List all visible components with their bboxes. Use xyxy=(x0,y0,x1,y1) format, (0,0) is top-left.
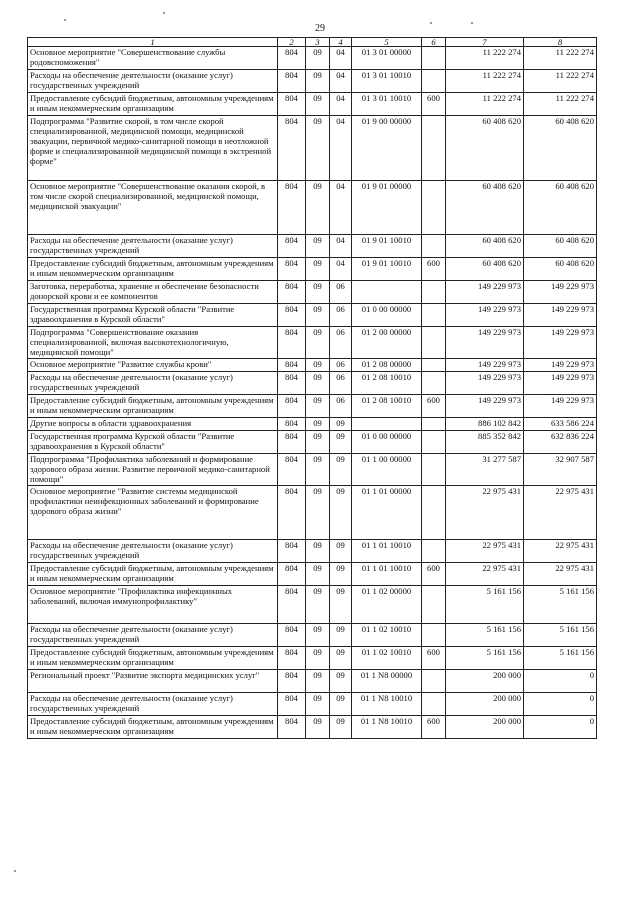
cell-sum2: 5 161 156 xyxy=(524,623,597,646)
table-row xyxy=(28,623,597,646)
cell-sum2: 0 xyxy=(524,669,597,692)
cell-sum2: 32 907 587 xyxy=(524,453,597,485)
cell-pr: 09 xyxy=(330,562,352,585)
table-row xyxy=(28,327,597,359)
cell-vr xyxy=(422,116,446,181)
cell-sum1: 5 161 156 xyxy=(446,623,524,646)
cell-name: Расходы на обеспечение деятельности (оказание услуг) государственных учреждений xyxy=(28,70,278,93)
cell-glv: 804 xyxy=(278,623,306,646)
cell-name: Подпрограмма "Профилактика заболеваний и формирование здорового образа жизни. Развитие первичной медико-санитарной помощи" xyxy=(28,453,278,485)
col-header-name: 1 xyxy=(28,38,278,47)
cell-csr: 01 9 01 10010 xyxy=(352,258,422,281)
cell-sum1: 200 000 xyxy=(446,692,524,715)
cell-csr: 01 2 08 00000 xyxy=(352,358,422,371)
cell-sum1: 60 408 620 xyxy=(446,181,524,235)
cell-name: Расходы на обеспечение деятельности (оказание услуг) государственных учреждений xyxy=(28,692,278,715)
cell-vr xyxy=(422,235,446,258)
cell-glv: 804 xyxy=(278,485,306,539)
cell-csr: 01 1 N8 10010 xyxy=(352,692,422,715)
cell-name: Основное мероприятие "Развитие службы крови" xyxy=(28,358,278,371)
table-row xyxy=(28,485,597,539)
cell-name: Основное мероприятие "Развитие системы медицинской профилактики неинфекционных заболеваний и формирование здорового образа жизни" xyxy=(28,485,278,539)
cell-sum2: 11 222 274 xyxy=(524,47,597,70)
cell-csr xyxy=(352,281,422,304)
cell-vr xyxy=(422,692,446,715)
budget-table xyxy=(27,37,597,739)
cell-sum1: 22 975 431 xyxy=(446,539,524,562)
cell-sum2: 11 222 274 xyxy=(524,70,597,93)
cell-pr: 09 xyxy=(330,430,352,453)
cell-pr: 06 xyxy=(330,371,352,394)
cell-pr: 06 xyxy=(330,304,352,327)
cell-csr: 01 1 N8 00000 xyxy=(352,669,422,692)
cell-rz: 09 xyxy=(306,623,330,646)
cell-pr: 06 xyxy=(330,394,352,417)
cell-csr: 01 3 01 10010 xyxy=(352,93,422,116)
cell-rz: 09 xyxy=(306,430,330,453)
cell-glv: 804 xyxy=(278,70,306,93)
cell-glv: 804 xyxy=(278,358,306,371)
cell-csr: 01 9 01 10010 xyxy=(352,235,422,258)
cell-sum1: 149 229 973 xyxy=(446,358,524,371)
cell-name: Подпрограмма "Совершенствование оказания специализированной, включая высокотехнологичную, медицинской помощи" xyxy=(28,327,278,359)
table-row xyxy=(28,371,597,394)
cell-sum2: 149 229 973 xyxy=(524,304,597,327)
cell-rz: 09 xyxy=(306,562,330,585)
cell-glv: 804 xyxy=(278,715,306,738)
cell-glv: 804 xyxy=(278,181,306,235)
cell-vr: 600 xyxy=(422,562,446,585)
cell-name: Государственная программа Курской области "Развитие здравоохранения в Курской области" xyxy=(28,304,278,327)
cell-glv: 804 xyxy=(278,47,306,70)
cell-csr: 01 1 00 00000 xyxy=(352,453,422,485)
cell-sum1: 200 000 xyxy=(446,669,524,692)
cell-name: Расходы на обеспечение деятельности (оказание услуг) государственных учреждений xyxy=(28,539,278,562)
cell-vr xyxy=(422,281,446,304)
cell-sum2: 149 229 973 xyxy=(524,281,597,304)
cell-rz: 09 xyxy=(306,235,330,258)
cell-sum2: 149 229 973 xyxy=(524,327,597,359)
column-header-row xyxy=(28,38,597,47)
cell-pr: 04 xyxy=(330,258,352,281)
cell-vr xyxy=(422,417,446,430)
cell-sum1: 22 975 431 xyxy=(446,562,524,585)
cell-sum1: 886 102 842 xyxy=(446,417,524,430)
cell-rz: 09 xyxy=(306,93,330,116)
table-row xyxy=(28,394,597,417)
table-row xyxy=(28,281,597,304)
cell-sum1: 5 161 156 xyxy=(446,646,524,669)
page-number: 29 xyxy=(315,23,325,34)
cell-rz: 09 xyxy=(306,304,330,327)
cell-rz: 09 xyxy=(306,181,330,235)
cell-sum2: 633 586 224 xyxy=(524,417,597,430)
cell-csr: 01 3 01 00000 xyxy=(352,47,422,70)
cell-pr: 09 xyxy=(330,669,352,692)
table-row xyxy=(28,47,597,70)
cell-name: Расходы на обеспечение деятельности (оказание услуг) государственных учреждений xyxy=(28,623,278,646)
col-header-vr: 6 xyxy=(422,38,446,47)
cell-name: Основное мероприятие "Совершенствование службы родовспоможения" xyxy=(28,47,278,70)
table-row xyxy=(28,181,597,235)
cell-sum2: 60 408 620 xyxy=(524,235,597,258)
cell-sum2: 149 229 973 xyxy=(524,371,597,394)
cell-pr: 09 xyxy=(330,585,352,623)
cell-sum2: 22 975 431 xyxy=(524,485,597,539)
cell-glv: 804 xyxy=(278,258,306,281)
cell-rz: 09 xyxy=(306,417,330,430)
cell-rz: 09 xyxy=(306,327,330,359)
table-row xyxy=(28,669,597,692)
cell-pr: 09 xyxy=(330,485,352,539)
cell-sum2: 60 408 620 xyxy=(524,258,597,281)
cell-pr: 04 xyxy=(330,116,352,181)
cell-vr: 600 xyxy=(422,646,446,669)
cell-glv: 804 xyxy=(278,235,306,258)
cell-sum2: 5 161 156 xyxy=(524,646,597,669)
table-row xyxy=(28,93,597,116)
cell-rz: 09 xyxy=(306,371,330,394)
cell-sum1: 149 229 973 xyxy=(446,327,524,359)
cell-sum1: 200 000 xyxy=(446,715,524,738)
table-row xyxy=(28,70,597,93)
cell-sum2: 22 975 431 xyxy=(524,539,597,562)
cell-sum2: 22 975 431 xyxy=(524,562,597,585)
cell-name: Региональный проект "Развитие экспорта медицинских услуг" xyxy=(28,669,278,692)
cell-name: Предоставление субсидий бюджетным, автономным учреждениям и иным некоммерческим организациям xyxy=(28,646,278,669)
col-header-glv: 2 xyxy=(278,38,306,47)
cell-rz: 09 xyxy=(306,453,330,485)
scan-speck xyxy=(430,22,432,24)
cell-sum2: 149 229 973 xyxy=(524,358,597,371)
cell-sum1: 5 161 156 xyxy=(446,585,524,623)
cell-glv: 804 xyxy=(278,116,306,181)
cell-sum1: 149 229 973 xyxy=(446,371,524,394)
cell-pr: 04 xyxy=(330,70,352,93)
cell-csr: 01 2 08 10010 xyxy=(352,394,422,417)
cell-sum2: 0 xyxy=(524,692,597,715)
cell-pr: 06 xyxy=(330,281,352,304)
cell-vr xyxy=(422,371,446,394)
cell-pr: 06 xyxy=(330,358,352,371)
cell-pr: 09 xyxy=(330,715,352,738)
cell-csr xyxy=(352,417,422,430)
cell-vr xyxy=(422,70,446,93)
table-row xyxy=(28,585,597,623)
cell-sum2: 0 xyxy=(524,715,597,738)
cell-name: Расходы на обеспечение деятельности (оказание услуг) государственных учреждений xyxy=(28,235,278,258)
col-header-sum2: 8 xyxy=(524,38,597,47)
cell-rz: 09 xyxy=(306,70,330,93)
cell-glv: 804 xyxy=(278,562,306,585)
table-row xyxy=(28,116,597,181)
cell-name: Основное мероприятие "Совершенствование оказания скорой, в том числе скорой специализированной, медицинской помощи, медицинской эвакуации" xyxy=(28,181,278,235)
cell-rz: 09 xyxy=(306,485,330,539)
cell-rz: 09 xyxy=(306,646,330,669)
cell-vr xyxy=(422,585,446,623)
cell-vr xyxy=(422,358,446,371)
cell-sum1: 22 975 431 xyxy=(446,485,524,539)
cell-rz: 09 xyxy=(306,47,330,70)
cell-sum1: 149 229 973 xyxy=(446,304,524,327)
cell-csr: 01 1 01 10010 xyxy=(352,562,422,585)
cell-sum2: 60 408 620 xyxy=(524,116,597,181)
cell-rz: 09 xyxy=(306,692,330,715)
cell-pr: 09 xyxy=(330,539,352,562)
cell-pr: 04 xyxy=(330,93,352,116)
cell-rz: 09 xyxy=(306,394,330,417)
cell-sum1: 885 352 842 xyxy=(446,430,524,453)
cell-name: Государственная программа Курской области "Развитие здравоохранения в Курской области" xyxy=(28,430,278,453)
cell-name: Заготовка, переработка, хранение и обеспечение безопасности донорской крови и ее компонентов xyxy=(28,281,278,304)
cell-glv: 804 xyxy=(278,371,306,394)
cell-csr: 01 3 01 10010 xyxy=(352,70,422,93)
cell-csr: 01 0 00 00000 xyxy=(352,304,422,327)
cell-csr: 01 9 01 00000 xyxy=(352,181,422,235)
cell-name: Другие вопросы в области здравоохранения xyxy=(28,417,278,430)
table-row xyxy=(28,715,597,738)
cell-name: Предоставление субсидий бюджетным, автономным учреждениям и иным некоммерческим организациям xyxy=(28,715,278,738)
cell-vr: 600 xyxy=(422,258,446,281)
cell-name: Расходы на обеспечение деятельности (оказание услуг) государственных учреждений xyxy=(28,371,278,394)
cell-csr: 01 1 02 10010 xyxy=(352,646,422,669)
scan-speck xyxy=(14,870,16,872)
cell-sum2: 632 836 224 xyxy=(524,430,597,453)
cell-name: Подпрограмма "Развитие скорой, в том числе скорой специализированной, медицинской помощи, медицинской эвакуации, первичной медико-санитарной помощи в неотложной форме и специализированной медицинской помощи в экстренной форме" xyxy=(28,116,278,181)
cell-pr: 09 xyxy=(330,692,352,715)
table-row xyxy=(28,235,597,258)
cell-csr: 01 9 00 00000 xyxy=(352,116,422,181)
cell-pr: 09 xyxy=(330,417,352,430)
col-header-sum1: 7 xyxy=(446,38,524,47)
cell-csr: 01 1 01 00000 xyxy=(352,485,422,539)
cell-vr: 600 xyxy=(422,93,446,116)
cell-glv: 804 xyxy=(278,93,306,116)
table-row xyxy=(28,562,597,585)
cell-vr xyxy=(422,453,446,485)
table-row xyxy=(28,453,597,485)
cell-vr: 600 xyxy=(422,394,446,417)
cell-vr xyxy=(422,47,446,70)
table-row xyxy=(28,539,597,562)
cell-glv: 804 xyxy=(278,327,306,359)
cell-rz: 09 xyxy=(306,258,330,281)
scan-speck xyxy=(471,22,473,24)
cell-glv: 804 xyxy=(278,394,306,417)
table-row xyxy=(28,646,597,669)
cell-sum2: 60 408 620 xyxy=(524,181,597,235)
cell-name: Предоставление субсидий бюджетным, автономным учреждениям и иным некоммерческим организациям xyxy=(28,93,278,116)
cell-glv: 804 xyxy=(278,430,306,453)
cell-vr xyxy=(422,669,446,692)
cell-name: Основное мероприятие "Профилактика инфекционных заболеваний, включая иммунопрофилактику" xyxy=(28,585,278,623)
cell-sum2: 5 161 156 xyxy=(524,585,597,623)
cell-csr: 01 1 N8 10010 xyxy=(352,715,422,738)
cell-rz: 09 xyxy=(306,715,330,738)
cell-pr: 04 xyxy=(330,181,352,235)
cell-glv: 804 xyxy=(278,453,306,485)
cell-pr: 04 xyxy=(330,235,352,258)
cell-vr xyxy=(422,327,446,359)
table-row xyxy=(28,304,597,327)
cell-pr: 04 xyxy=(330,47,352,70)
cell-vr xyxy=(422,304,446,327)
cell-vr xyxy=(422,485,446,539)
cell-pr: 09 xyxy=(330,453,352,485)
cell-rz: 09 xyxy=(306,281,330,304)
cell-glv: 804 xyxy=(278,692,306,715)
cell-sum1: 149 229 973 xyxy=(446,394,524,417)
col-header-pr: 4 xyxy=(330,38,352,47)
cell-glv: 804 xyxy=(278,304,306,327)
cell-pr: 09 xyxy=(330,623,352,646)
cell-glv: 804 xyxy=(278,646,306,669)
scan-speck xyxy=(163,12,165,14)
cell-name: Предоставление субсидий бюджетным, автономным учреждениям и иным некоммерческим организациям xyxy=(28,562,278,585)
cell-csr: 01 1 02 00000 xyxy=(352,585,422,623)
cell-vr xyxy=(422,181,446,235)
cell-csr: 01 1 02 10010 xyxy=(352,623,422,646)
cell-rz: 09 xyxy=(306,585,330,623)
cell-vr: 600 xyxy=(422,715,446,738)
table-row xyxy=(28,430,597,453)
cell-pr: 06 xyxy=(330,327,352,359)
cell-rz: 09 xyxy=(306,669,330,692)
cell-sum1: 11 222 274 xyxy=(446,93,524,116)
cell-sum1: 31 277 587 xyxy=(446,453,524,485)
scan-speck xyxy=(64,19,66,21)
cell-sum1: 11 222 274 xyxy=(446,47,524,70)
cell-sum1: 60 408 620 xyxy=(446,116,524,181)
cell-vr xyxy=(422,539,446,562)
cell-glv: 804 xyxy=(278,585,306,623)
cell-sum2: 149 229 973 xyxy=(524,394,597,417)
cell-sum1: 60 408 620 xyxy=(446,258,524,281)
cell-vr xyxy=(422,623,446,646)
cell-pr: 09 xyxy=(330,646,352,669)
cell-sum1: 11 222 274 xyxy=(446,70,524,93)
cell-glv: 804 xyxy=(278,281,306,304)
cell-name: Предоставление субсидий бюджетным, автономным учреждениям и иным некоммерческим организациям xyxy=(28,394,278,417)
table-row xyxy=(28,258,597,281)
table-body xyxy=(28,47,597,739)
cell-csr: 01 1 01 10010 xyxy=(352,539,422,562)
cell-rz: 09 xyxy=(306,358,330,371)
cell-glv: 804 xyxy=(278,417,306,430)
cell-glv: 804 xyxy=(278,669,306,692)
col-header-csr: 5 xyxy=(352,38,422,47)
col-header-rz: 3 xyxy=(306,38,330,47)
cell-csr: 01 0 00 00000 xyxy=(352,430,422,453)
table-row xyxy=(28,417,597,430)
cell-rz: 09 xyxy=(306,539,330,562)
cell-sum1: 149 229 973 xyxy=(446,281,524,304)
cell-rz: 09 xyxy=(306,116,330,181)
cell-sum2: 11 222 274 xyxy=(524,93,597,116)
cell-name: Предоставление субсидий бюджетным, автономным учреждениям и иным некоммерческим организациям xyxy=(28,258,278,281)
table-row xyxy=(28,692,597,715)
cell-sum1: 60 408 620 xyxy=(446,235,524,258)
cell-vr xyxy=(422,430,446,453)
cell-csr: 01 2 08 10010 xyxy=(352,371,422,394)
table-row xyxy=(28,358,597,371)
cell-glv: 804 xyxy=(278,539,306,562)
cell-csr: 01 2 00 00000 xyxy=(352,327,422,359)
